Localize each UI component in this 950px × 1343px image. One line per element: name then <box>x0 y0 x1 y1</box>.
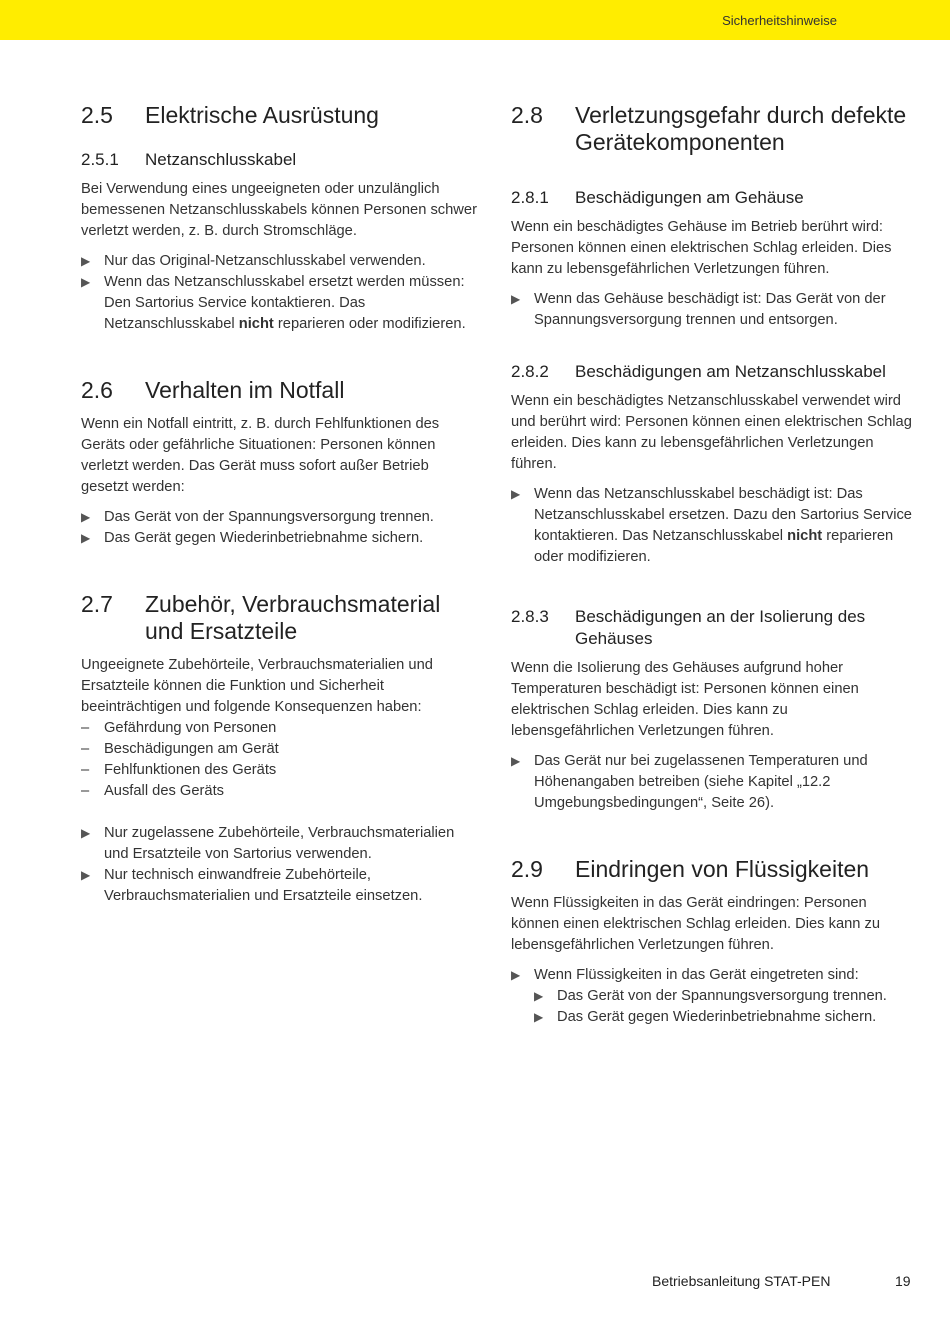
heading-number: 2.8.2 <box>511 362 549 381</box>
triangle-right-icon: ▶ <box>81 275 91 289</box>
heading-number: 2.6 <box>81 377 113 403</box>
heading-2-7 <box>81 591 477 645</box>
list-item: – Fehlfunktionen des Geräts <box>81 760 477 781</box>
triangle-right-icon: ▶ <box>534 1010 544 1024</box>
action-item: ▶ Wenn Flüssigkeiten in das Gerät eingetreten sind: ▶ Das Gerät von der Spannungsversorgung trennen. ▶ Das Gerät gegen Wiederinbetriebnahme sichern. <box>511 965 913 1028</box>
paragraph: Wenn ein Notfall eintritt, z. B. durch Fehlfunktionen des Geräts oder gefährliche Situationen: Personen können verletzt werden. Das Gerät muss sofort außer Betrieb gesetzt werden: <box>81 416 440 495</box>
sub-action-item: ▶ Das Gerät gegen Wiederinbetriebnahme sichern. <box>534 1007 913 1028</box>
list-item: – Beschädigungen am Gerät <box>81 739 477 760</box>
triangle-right-icon: ▶ <box>81 510 91 524</box>
heading-title: Elektrische Ausrüstung <box>145 102 379 128</box>
heading-2-8-1 <box>511 187 913 209</box>
triangle-right-icon: ▶ <box>81 826 91 840</box>
triangle-right-icon: ▶ <box>81 254 91 268</box>
action-list <box>81 507 477 549</box>
heading-number: 2.8 <box>511 102 543 128</box>
triangle-right-icon: ▶ <box>511 754 521 768</box>
triangle-right-icon: ▶ <box>511 292 521 306</box>
sub-action-item: ▶ Das Gerät von der Spannungsversorgung trennen. <box>534 986 913 1007</box>
header-bar <box>0 0 950 40</box>
action-item: ▶ Nur das Original-Netzanschlusskabel verwenden. <box>81 251 477 272</box>
heading-title: Verhalten im Notfall <box>145 377 345 403</box>
consequence-list <box>81 718 477 802</box>
heading-number: 2.5 <box>81 102 113 128</box>
triangle-right-icon: ▶ <box>81 531 91 545</box>
heading-2-6 <box>81 377 477 404</box>
action-item: ▶ Das Gerät von der Spannungsversorgung trennen. <box>81 507 477 528</box>
footer-document-title: Betriebsanleitung STAT-PEN <box>652 1273 831 1289</box>
heading-number: 2.5.1 <box>81 150 119 169</box>
action-item: ▶ Nur technisch einwandfreie Zubehörteile, Verbrauchsmaterialien und Ersatzteile einsetzen. <box>81 867 423 904</box>
dash-icon: – <box>81 720 90 736</box>
footer-page-number: 19 <box>895 1273 911 1289</box>
heading-title: Beschädigungen an der Isolierung des Gehäuses <box>575 607 866 648</box>
list-item: – Ausfall des Geräts <box>81 781 477 802</box>
action-item: ▶ Nur zugelassene Zubehörteile, Verbrauchsmaterialien und Ersatzteile von Sartorius verwenden. <box>81 825 455 862</box>
action-list <box>511 484 913 568</box>
heading-number: 2.8.3 <box>511 607 549 626</box>
triangle-right-icon: ▶ <box>534 989 544 1003</box>
triangle-right-icon: ▶ <box>511 487 521 501</box>
sub-action-list <box>534 986 913 1028</box>
heading-2-8-3 <box>511 606 913 650</box>
list-item: – Gefährdung von Personen <box>81 718 477 739</box>
heading-2-5 <box>81 102 477 129</box>
paragraph: Wenn die Isolierung des Gehäuses aufgrund hoher Temperaturen beschädigt ist: Personen können einen elektrischen Schlag erleiden. Dies kann zu lebensgefährlichen Verletzungen führen. <box>511 660 859 739</box>
heading-title: Beschädigungen am Netzanschlusskabel <box>575 362 886 381</box>
heading-title: Verletzungsgefahr durch defekte Gerätekomponenten <box>575 102 907 155</box>
triangle-right-icon: ▶ <box>81 868 91 882</box>
action-list <box>511 289 913 331</box>
action-list <box>81 823 477 907</box>
action-item: ▶ Das Gerät gegen Wiederinbetriebnahme sichern. <box>81 528 477 549</box>
action-item: ▶ Das Gerät nur bei zugelassenen Temperaturen und Höhenangaben betreiben (siehe Kapitel „12.2 Umgebungsbedingungen“, Seite 26). <box>511 753 868 811</box>
action-list <box>511 751 913 814</box>
action-item: ▶ Wenn das Netzanschlusskabel ersetzt werden müssen: Den Sartorius Service kontaktieren. Das Netzanschlusskabel nicht reparieren oder modifizieren. <box>81 274 466 332</box>
heading-2-9 <box>511 856 913 883</box>
paragraph: Ungeeignete Zubehörteile, Verbrauchsmaterialien und Ersatzteile können die Funktion und Sicherheit beeinträchtigen und folgende Konsequenzen haben: <box>81 657 433 715</box>
heading-title: Eindringen von Flüssigkeiten <box>575 856 870 882</box>
paragraph: Bei Verwendung eines ungeeigneten oder unzulänglich bemessenen Netzanschlusskabels können Personen schwer verletzt werden, z. B. durch Stromschläge. <box>81 181 477 239</box>
action-item: ▶ Wenn das Netzanschlusskabel beschädigt ist: Das Netzanschlusskabel ersetzen. Dazu den Sartorius Service kontaktieren. Das Netzanschlusskabel nicht reparieren oder modifizieren. <box>511 486 912 565</box>
dash-icon: – <box>81 783 90 799</box>
action-list <box>81 251 477 335</box>
paragraph: Wenn ein beschädigtes Gehäuse im Betrieb berührt wird: Personen können einen elektrischen Schlag erleiden. Dies kann zu lebensgefährlichen Verletzungen führen. <box>511 219 892 277</box>
action-item: ▶ Wenn das Gehäuse beschädigt ist: Das Gerät von der Spannungsversorgung trennen und entsorgen. <box>511 291 886 328</box>
left-column <box>81 102 477 907</box>
paragraph: Wenn Flüssigkeiten in das Gerät eindringen: Personen können einen elektrischen Schlag erleiden. Dies kann zu lebensgefährlichen Verletzungen führen. <box>511 895 881 953</box>
section-title: Sicherheitshinweise <box>722 13 837 28</box>
dash-icon: – <box>81 762 90 778</box>
heading-2-5-1 <box>81 149 477 171</box>
heading-title: Zubehör, Verbrauchsmaterial und Ersatzteile <box>145 591 441 644</box>
heading-2-8-2 <box>511 361 913 383</box>
heading-title: Beschädigungen am Gehäuse <box>575 188 804 207</box>
right-column <box>511 102 913 1028</box>
dash-icon: – <box>81 741 90 757</box>
heading-number: 2.8.1 <box>511 188 549 207</box>
action-list <box>511 965 913 1028</box>
triangle-right-icon: ▶ <box>511 968 521 982</box>
heading-title: Netzanschlusskabel <box>145 150 297 169</box>
heading-2-8 <box>511 102 913 156</box>
heading-number: 2.7 <box>81 591 113 617</box>
heading-number: 2.9 <box>511 856 543 882</box>
paragraph: Wenn ein beschädigtes Netzanschlusskabel verwendet wird und berührt wird: Personen können einen elektrischen Schlag erleiden. Dies kann zu lebensgefährlichen Verletzungen führen. <box>511 393 912 472</box>
